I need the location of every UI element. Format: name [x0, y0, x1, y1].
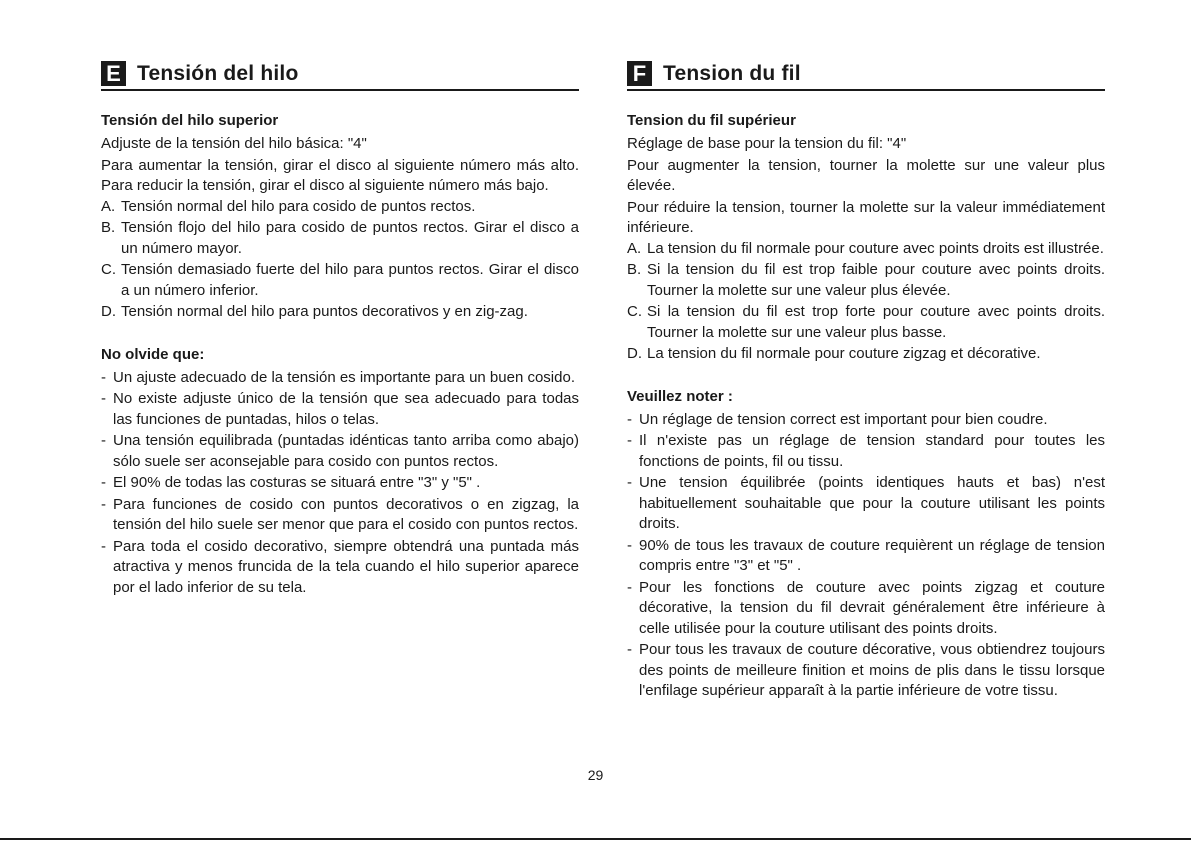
list-marker: C. — [101, 261, 116, 278]
list-item — [101, 197, 579, 218]
section-spanish — [101, 58, 579, 599]
section-header — [101, 58, 579, 91]
note-text: Il n'existe pas un réglage de tension standard pour toutes les fonctions de points, fil ou tissu. — [639, 432, 1105, 470]
list-item — [101, 260, 579, 301]
dash-marker: - — [627, 410, 632, 428]
dash-marker: - — [101, 368, 106, 386]
dash-marker: - — [101, 495, 106, 513]
paragraph: Réglage de base pour la tension du fil: "4" — [627, 135, 907, 152]
list-item-text: Si la tension du fil est trop faible pour couture avec points droits. Tourner la molette sur une valeur plus élevée. — [647, 261, 1105, 299]
list-item — [627, 302, 1105, 343]
note-item — [627, 431, 1105, 472]
list-item — [101, 218, 579, 259]
list-item-text: Tensión normal del hilo para cosido de puntos rectos. — [121, 197, 476, 215]
section-title: Tensión del hilo — [137, 61, 299, 85]
note-item — [627, 640, 1105, 702]
dash-marker: - — [627, 641, 632, 658]
note-text: Pour tous les travaux de couture décorative, vous obtiendrez toujours des points de meilleure finition et moins de plis dans le tissu lorsque l'enfilage supérieur apparaît à la partie inférieure de votre tissu. — [639, 641, 1105, 699]
subsection-title: Tensión del hilo superior — [101, 112, 279, 129]
list-item-text: Si la tension du fil est trop forte pour couture avec points droits. Tourner la molette sur une valeur plus basse. — [647, 303, 1105, 341]
note-text: Para funciones de cosido con puntos decorativos o en zigzag, la tensión del hilo suele ser menor que para el cosido con puntos rectos. — [113, 495, 579, 533]
page-number: 29 — [587, 767, 604, 783]
section-french — [627, 58, 1105, 703]
list-marker: C. — [627, 303, 642, 320]
note-text: Una tensión equilibrada (puntadas idénticas tanto arriba como abajo) sólo suele ser aconsejable para cosido con puntos rectos. — [113, 432, 579, 470]
section-title: Tension du fil — [663, 61, 801, 85]
list-item — [627, 260, 1105, 301]
dash-marker: - — [101, 474, 106, 491]
intro-text — [627, 134, 1105, 239]
note-item — [101, 368, 579, 389]
dash-marker: - — [101, 432, 106, 449]
list-marker: B. — [627, 261, 642, 278]
paragraph: Adjuste de la tensión del hilo básica: "4" — [101, 135, 367, 152]
note-item — [627, 410, 1105, 431]
section-header — [627, 58, 1105, 91]
tension-list — [101, 197, 579, 323]
list-marker: A. — [627, 239, 642, 257]
dash-marker: - — [627, 536, 632, 554]
notes-title: No olvide que: — [101, 345, 205, 363]
dash-marker: - — [101, 537, 106, 555]
note-item — [101, 495, 579, 536]
note-text: Pour les fonctions de couture avec points zigzag et couture décorative, la tension du fil devrait généralement être inférieure à celle utilisée pour la couture utilisant des points droits. — [639, 578, 1105, 637]
note-item — [101, 473, 579, 494]
list-item — [627, 344, 1105, 365]
note-item — [101, 389, 579, 430]
list-marker: A. — [101, 197, 116, 215]
notes-title: Veuillez noter : — [627, 387, 733, 405]
list-item-text: La tension du fil normale pour couture zigzag et décorative. — [647, 345, 1041, 362]
list-item — [627, 239, 1105, 260]
note-text: El 90% de todas las costuras se situará entre "3" y "5" . — [113, 474, 481, 491]
note-text: Une tension équilibrée (points identiques hauts et bas) n'est habituellement souhaitable que pour la couture utilisant les points droits. — [639, 474, 1105, 532]
paragraph: Pour réduire la tension, tourner la molette sur la valeur immédiatement inférieure. — [627, 198, 1105, 236]
note-item — [101, 537, 579, 599]
list-item — [101, 302, 579, 323]
paragraph: Para aumentar la tensión, girar el disco al siguiente número más alto. Para reducir la tensión, girar el disco al siguiente número más bajo. — [101, 156, 579, 194]
note-text: Para toda el cosido decorativo, siempre obtendrá una puntada más atractiva y menos fruncida de la tela cuando el hilo superior aparece por el lado inferior de su tela. — [113, 537, 579, 596]
list-marker: B. — [101, 219, 116, 236]
section-letter-badge: E — [101, 61, 126, 86]
list-marker: D. — [627, 345, 642, 362]
note-text: 90% de tous les travaux de couture requièrent un réglage de tension compris entre "3" et "5" . — [639, 536, 1105, 574]
section-letter-badge: F — [627, 61, 652, 86]
list-item-text: Tensión flojo del hilo para cosido de puntos rectos. Girar el disco a un número mayor. — [121, 219, 579, 257]
list-marker: D. — [101, 303, 116, 320]
note-item — [627, 578, 1105, 640]
list-item-text: Tensión demasiado fuerte del hilo para puntos rectos. Girar el disco a un número inferior. — [121, 261, 579, 299]
bottom-divider — [0, 838, 1191, 840]
note-text: Un ajuste adecuado de la tensión es importante para un buen cosido. — [113, 368, 575, 386]
notes-list — [627, 410, 1105, 702]
note-item — [627, 473, 1105, 535]
note-text: Un réglage de tension correct est important pour bien coudre. — [639, 410, 1048, 428]
subsection-title: Tension du fil supérieur — [627, 112, 796, 129]
dash-marker: - — [627, 474, 632, 491]
dash-marker: - — [627, 432, 632, 449]
dash-marker: - — [627, 578, 632, 596]
note-item — [101, 431, 579, 472]
intro-text — [101, 134, 579, 197]
list-item-text: La tension du fil normale pour couture avec points droits est illustrée. — [647, 239, 1104, 257]
notes-list — [101, 368, 579, 599]
list-item-text: Tensión normal del hilo para puntos decorativos y en zig-zag. — [121, 303, 528, 320]
paragraph: Pour augmenter la tension, tourner la molette sur une valeur plus élevée. — [627, 156, 1105, 194]
dash-marker: - — [101, 390, 106, 407]
tension-list — [627, 239, 1105, 365]
note-text: No existe adjuste único de la tensión que sea adecuado para todas las funciones de puntadas, hilos o telas. — [113, 390, 579, 428]
note-item — [627, 536, 1105, 577]
